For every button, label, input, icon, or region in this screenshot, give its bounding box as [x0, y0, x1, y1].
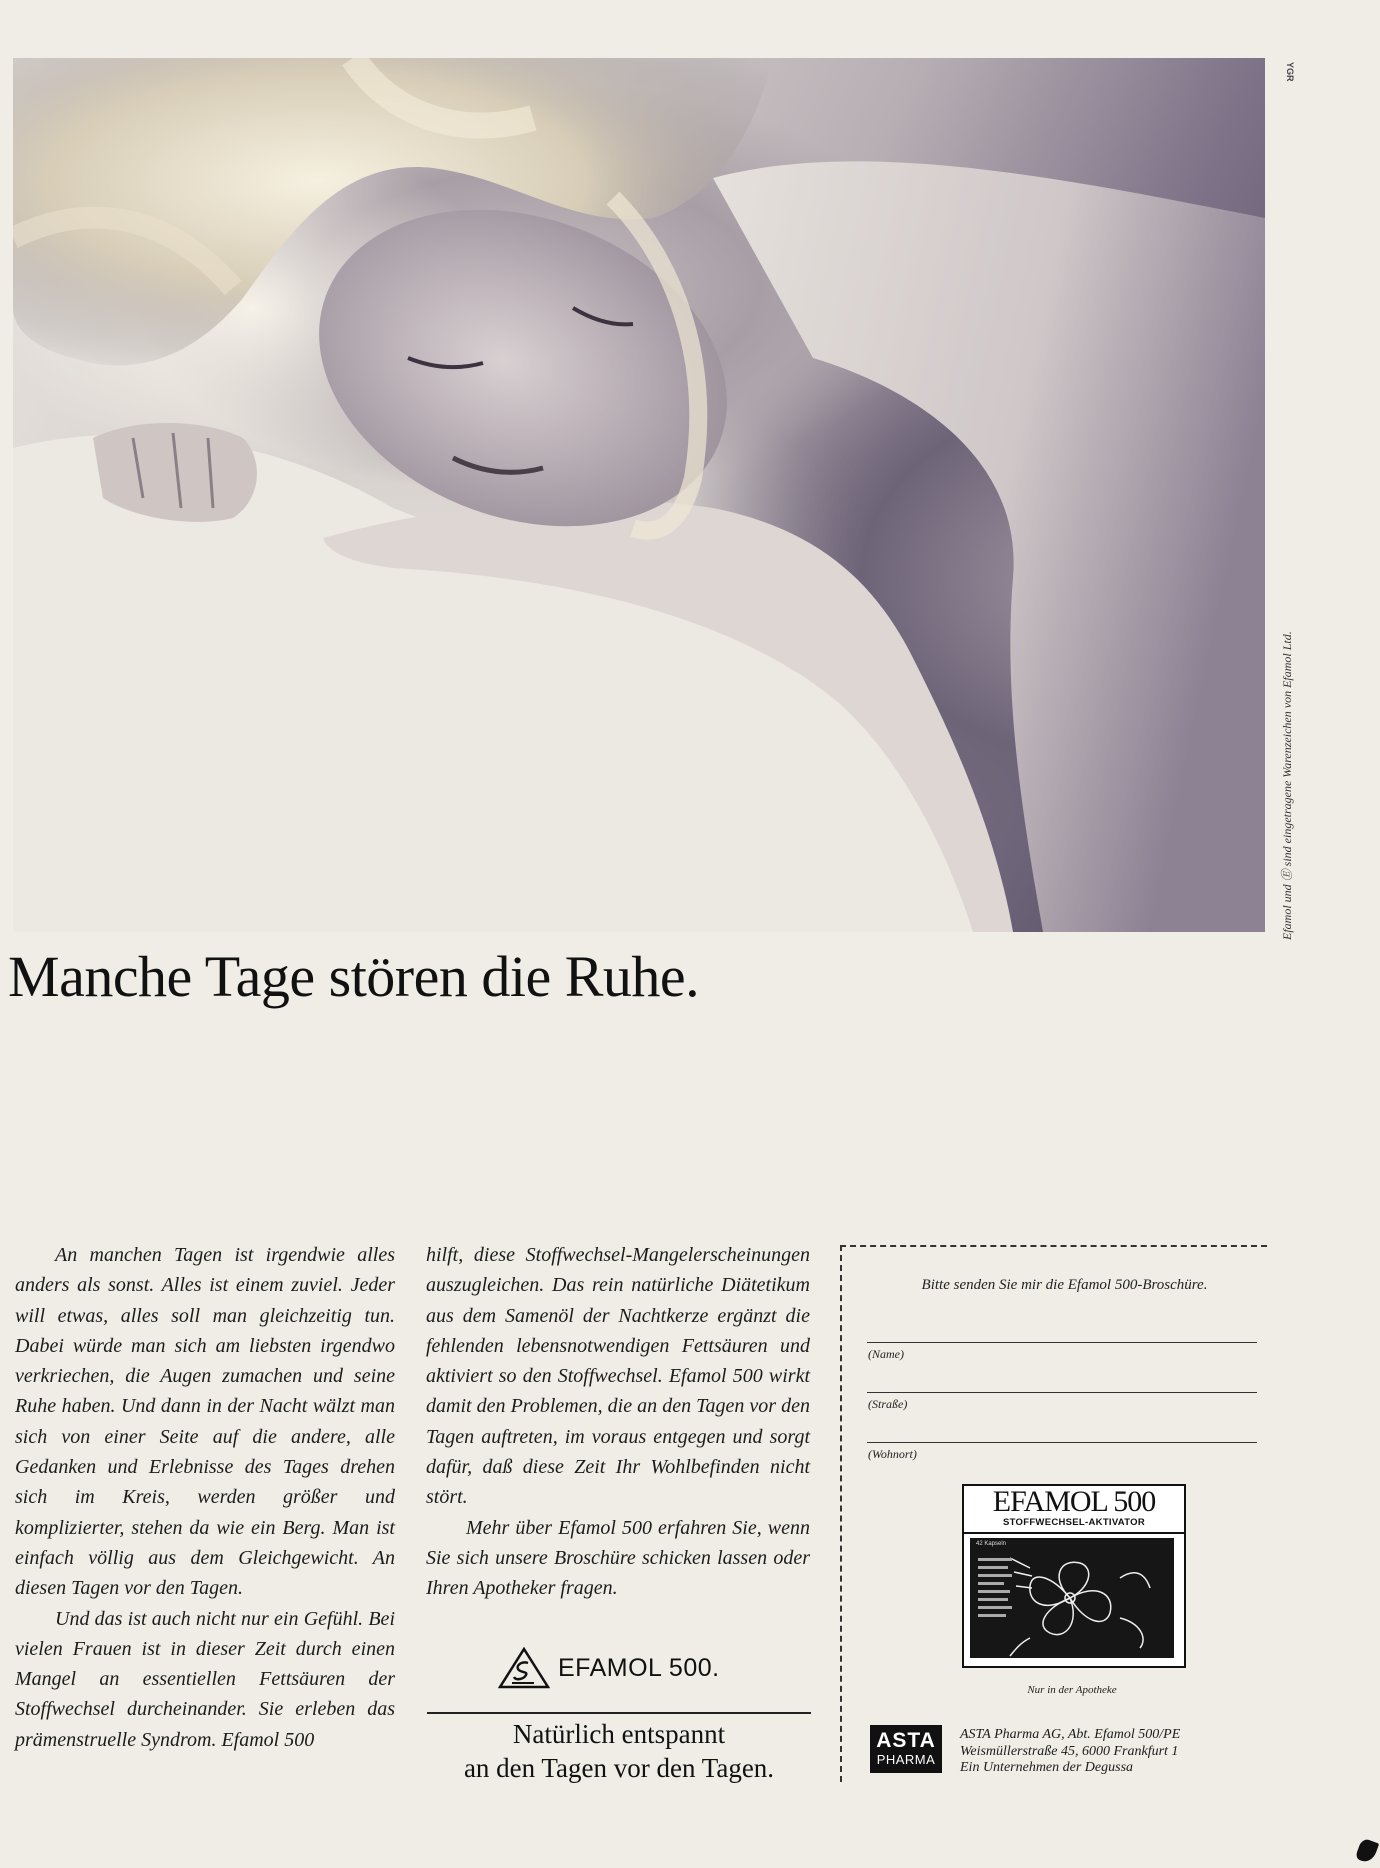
street-field[interactable] — [867, 1392, 1257, 1393]
body-column-2 — [426, 1240, 810, 1604]
asta-logo-pharma: PHARMA — [876, 1752, 936, 1767]
city-field[interactable] — [867, 1442, 1257, 1443]
body-paragraph: An manchen Tagen ist irgendwie alles anders als sonst. Alles ist einem zuviel. Jeder will etwas, alles soll man gleichzeitig tun. Dabei würde man sich am liebsten irgendwo verkriechen, die Augen zumachen und seine Ruhe haben. Und dann in der Nacht wälzt man sich von einer Seite auf die andere, alle Gedanken und Erlebnisse des Tages drehen sich im Kreis, werden größer und komplizierter, stehen da wie ein Berg. Man ist einfach völlig aus dem Gleichgewicht. An diesen Tagen vor den Tagen. — [15, 1244, 395, 1600]
body-paragraph: hilft, diese Stoffwechsel-Mangelerscheinungen auszugleichen. Das rein natürliche Diätetikum aus dem Samenöl der Nachtkerze ergänzt die fehlenden lebensnotwendigen Fettsäuren und aktiviert so den Stoffwechsel. Efamol 500 wirkt damit den Problemen, die an den Tagen vor den Tagen auftreten, im voraus entgegen und sorgt dafür, daß diese Zeit Ihr Wohlbefinden nicht stört. — [426, 1244, 810, 1509]
evening-primrose-flower-icon — [970, 1538, 1174, 1658]
street-field-label: (Straße) — [868, 1397, 908, 1411]
hero-photo — [13, 58, 1265, 932]
name-field-label: (Name) — [868, 1347, 904, 1361]
package-title: EFAMOL 500 — [992, 1485, 1156, 1518]
company-address — [960, 1727, 1260, 1777]
address-line: Weismüllerstraße 45, 6000 Frankfurt 1 — [960, 1743, 1179, 1759]
package-subtitle: STOFFWECHSEL-AKTIVATOR — [1002, 1517, 1146, 1528]
efamol-logo-icon — [498, 1647, 550, 1689]
body-paragraph: Mehr über Efamol 500 erfahren Sie, wenn Sie sich unsere Broschüre schicken lassen oder Ihren Apotheker fragen. — [426, 1516, 810, 1600]
pharmacy-note: Nur in der Apotheke — [1027, 1684, 1117, 1696]
order-coupon — [840, 1245, 1267, 1782]
package-body — [970, 1538, 1174, 1658]
tagline-line: Natürlich entspannt — [512, 1719, 726, 1749]
name-field[interactable] — [867, 1342, 1257, 1343]
coupon-request-text: Bitte senden Sie mir die Efamol 500-Broschüre. — [921, 1277, 1208, 1293]
asta-pharma-logo — [870, 1725, 942, 1773]
brand-name: EFAMOL 500. — [558, 1653, 720, 1682]
product-package — [962, 1484, 1186, 1668]
asta-logo-word: ASTA — [876, 1729, 936, 1752]
scan-corner-mark — [1355, 1838, 1379, 1865]
tagline-line: an den Tagen vor den Tagen. — [463, 1753, 775, 1783]
tagline — [427, 1717, 811, 1785]
body-paragraph: Und das ist auch nicht nur ein Gefühl. Bei vielen Frauen ist in dieser Zeit durch einen Mangel an essentiellen Fettsäuren der Stoffwechsel durcheinander. Sie erleben das prämenstruelle Syndrom. Efamol 500 — [15, 1607, 395, 1751]
trademark-note: Efamol und Ⓔ sind eingetragene Warenzeichen von Efamol Ltd. — [1280, 631, 1294, 940]
photo-sleeping-woman-icon — [13, 58, 1265, 932]
package-band — [964, 1486, 1184, 1534]
body-column-1 — [15, 1240, 395, 1755]
address-line: ASTA Pharma AG, Abt. Efamol 500/PE — [960, 1727, 1181, 1742]
address-line: Ein Unternehmen der Degussa — [960, 1760, 1134, 1775]
headline: Manche Tage stören die Ruhe. — [8, 944, 700, 1009]
tagline-rule — [427, 1712, 811, 1714]
city-field-label: (Wohnort) — [868, 1447, 917, 1461]
brand-logo — [498, 1647, 720, 1689]
agency-code: YGR — [1285, 62, 1295, 82]
package-small-text: 42 Kapseln — [976, 1541, 1007, 1547]
